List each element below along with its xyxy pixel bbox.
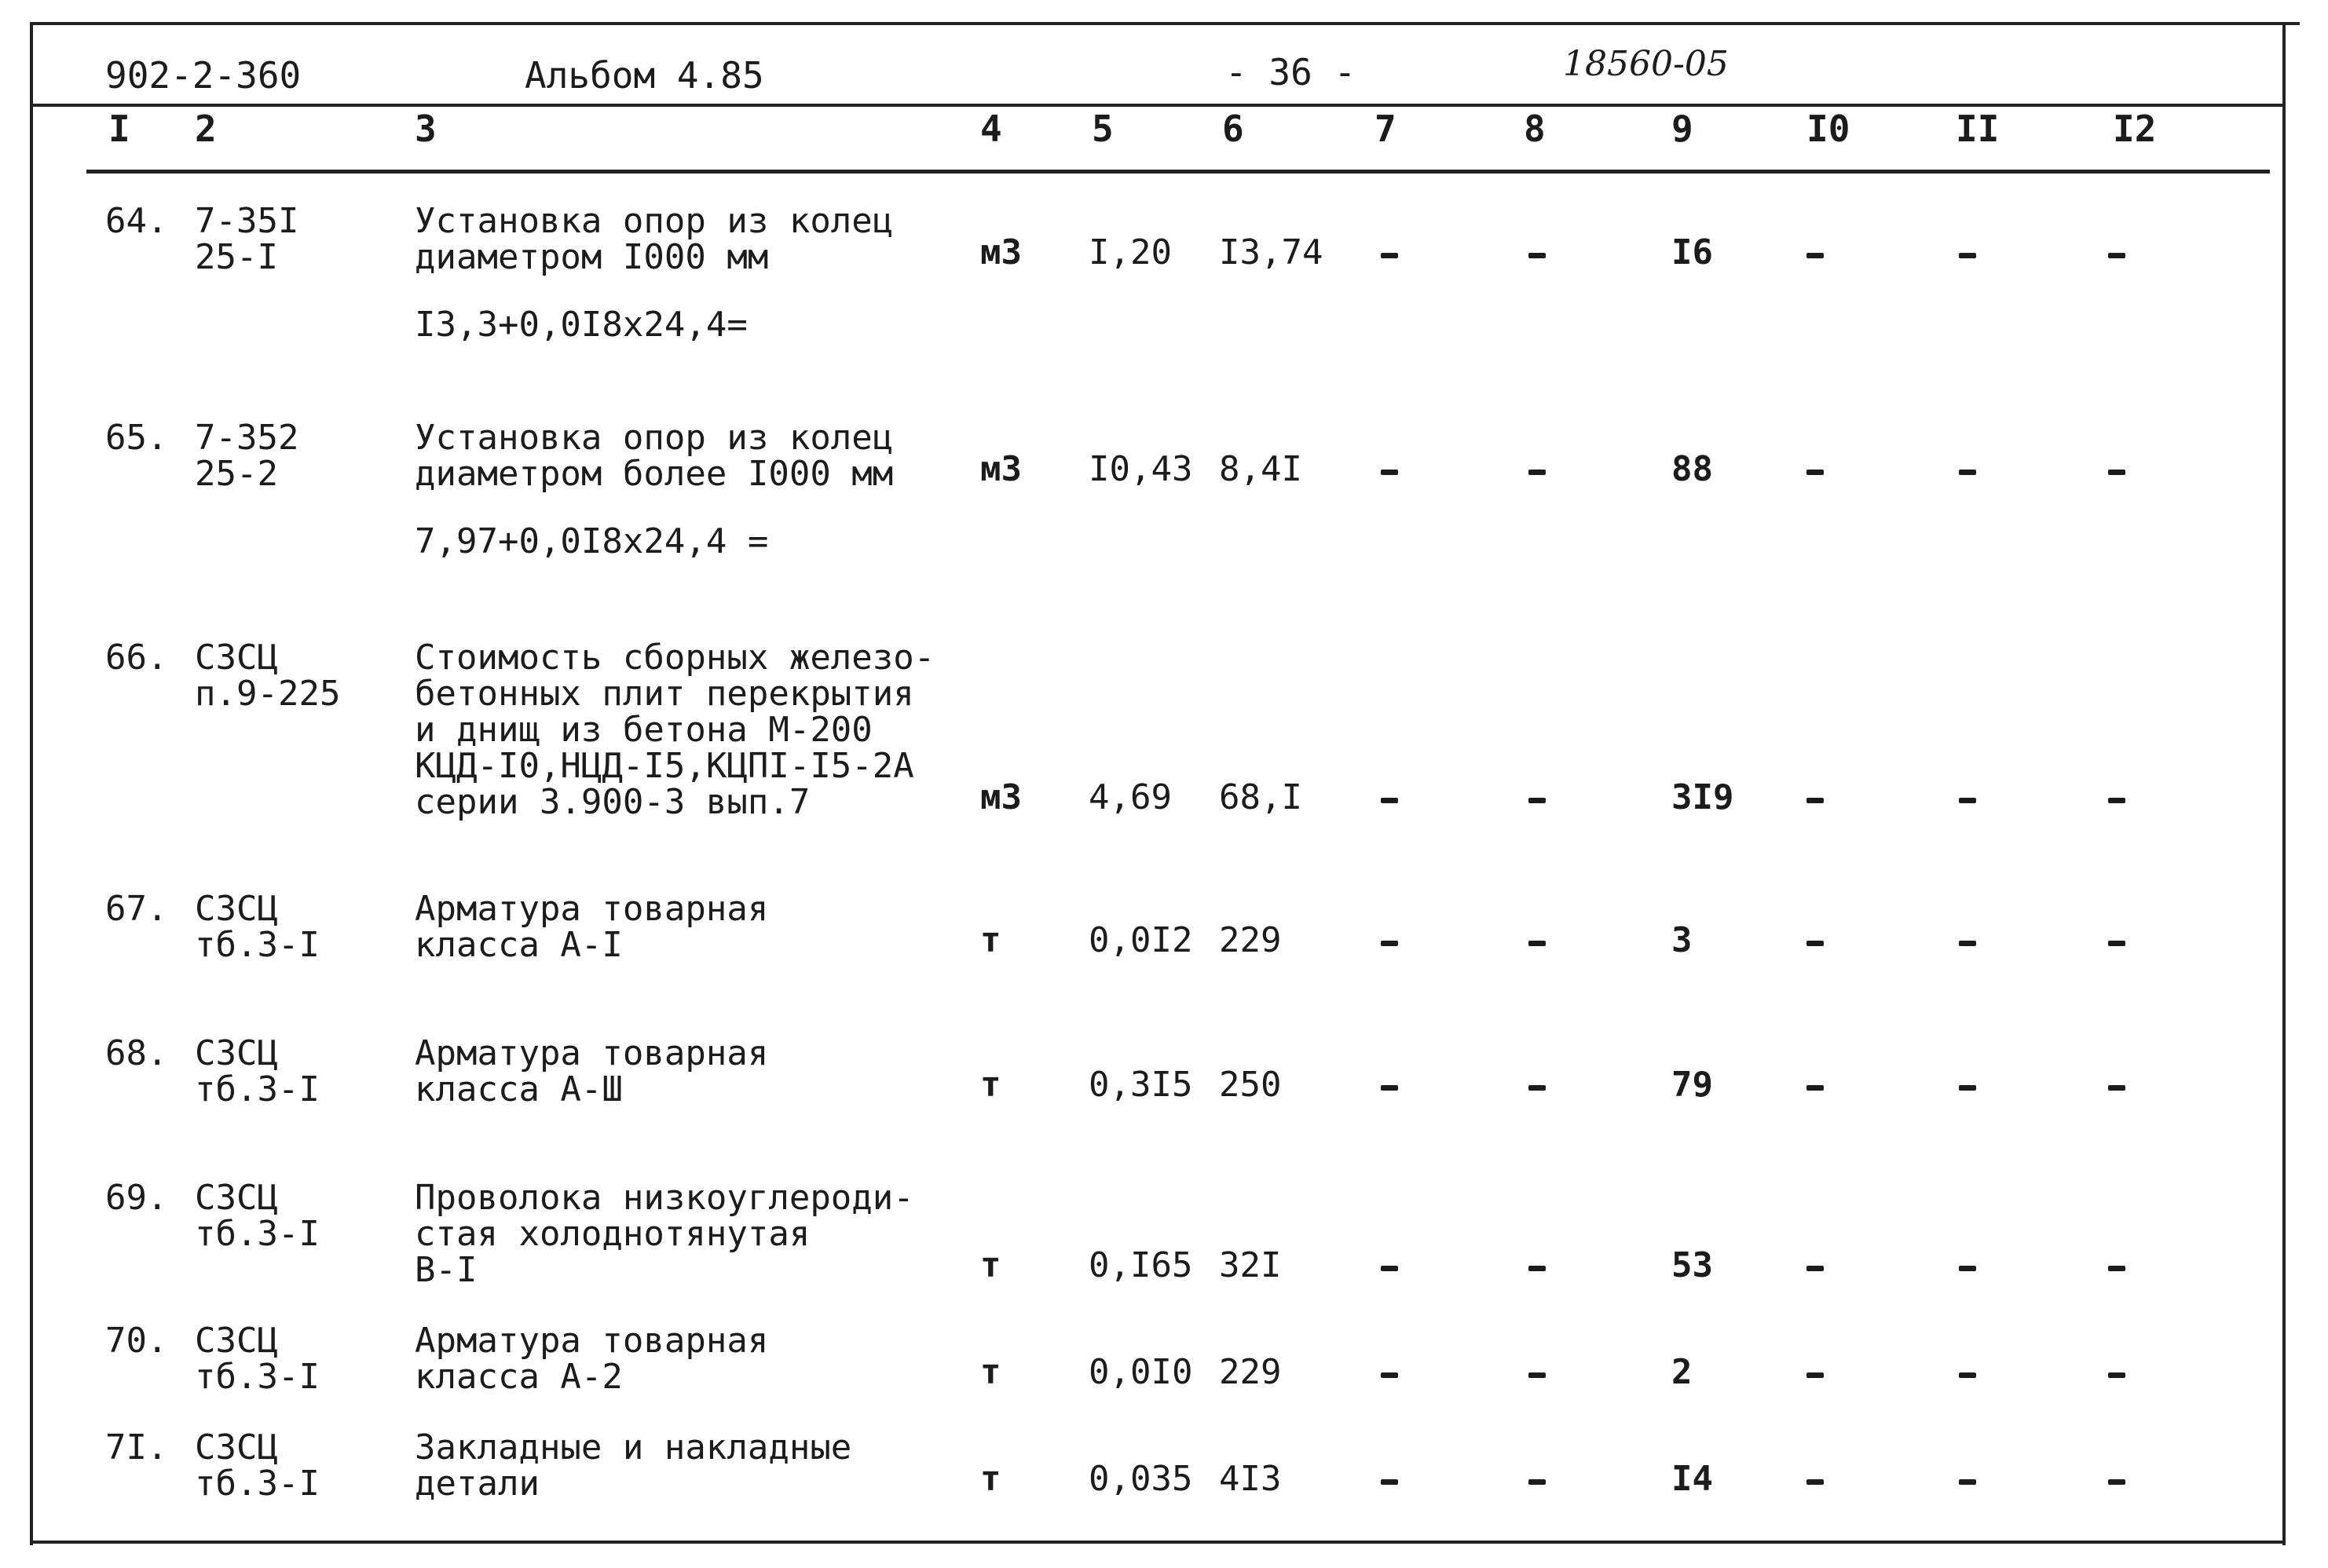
row-quantity: 0,0I0 [1089, 1352, 1193, 1392]
row-description-line: стая холоднотянутая [415, 1214, 811, 1254]
row-col8-dash [1528, 253, 1546, 258]
column-header-divider-line [86, 170, 2270, 174]
row-col12-dash [2108, 798, 2125, 803]
row-code-line: СЗСЦ [195, 1033, 278, 1073]
row-description-line: Арматура товарная [415, 1321, 769, 1361]
row-unit: т [980, 1065, 1001, 1105]
row-col8-dash [1528, 1479, 1546, 1485]
frame-right-line [2282, 22, 2286, 1545]
row-number: 7I. [105, 1427, 168, 1467]
row-code-line: тб.3-I [195, 1464, 320, 1504]
row-total: 3 [1671, 920, 1693, 960]
row-quantity: I0,43 [1089, 449, 1193, 489]
row-description-line: Арматура товарная [415, 889, 769, 929]
row-col10-dash [1806, 798, 1824, 803]
row-unit-price: 68,I [1219, 777, 1302, 817]
row-description-line: Стоимость сборных железо- [415, 638, 935, 678]
row-col7-dash [1381, 941, 1398, 946]
row-unit: т [980, 920, 1001, 960]
row-code-line: 7-35I [195, 201, 299, 241]
row-col8-dash [1528, 1266, 1546, 1271]
column-number-11: II [1956, 108, 2000, 150]
row-description-line: В-I [415, 1250, 478, 1290]
row-description-line: детали [415, 1464, 540, 1504]
row-col11-dash [1959, 1085, 1976, 1091]
row-col11-dash [1959, 253, 1976, 258]
row-col7-dash [1381, 798, 1398, 803]
row-number: 65. [105, 418, 168, 458]
row-total: I6 [1671, 232, 1713, 272]
row-description-line: Установка опор из колец [415, 201, 894, 241]
row-quantity: 4,69 [1089, 777, 1172, 817]
row-number: 66. [105, 638, 168, 678]
row-quantity: 0,0I2 [1089, 920, 1193, 960]
row-unit-price: I3,74 [1219, 232, 1323, 272]
row-description-line: класса А-2 [415, 1357, 623, 1397]
row-code-line: тб.3-I [195, 925, 320, 965]
row-col10-dash [1806, 1479, 1824, 1485]
row-number: 64. [105, 201, 168, 241]
column-number-10: I0 [1806, 108, 1850, 150]
row-quantity: 0,I65 [1089, 1245, 1193, 1285]
column-number-4: 4 [980, 108, 1002, 150]
row-unit-price: 229 [1219, 920, 1282, 960]
row-calculation: 7,97+0,0I8x24,4 = [415, 521, 769, 561]
row-number: 68. [105, 1033, 168, 1073]
column-number-7: 7 [1374, 108, 1396, 150]
row-calculation: I3,3+0,0I8x24,4= [415, 305, 748, 345]
handwritten-note: 18560-05 [1563, 44, 1729, 84]
row-col10-dash [1806, 941, 1824, 946]
row-code-line: 25-2 [195, 454, 278, 494]
page-number: - 36 - [1225, 51, 1356, 93]
row-col8-dash [1528, 798, 1546, 803]
row-code-line: СЗСЦ [195, 1427, 278, 1467]
row-col8-dash [1528, 470, 1546, 475]
row-unit: м3 [980, 232, 1022, 272]
column-number-8: 8 [1524, 108, 1546, 150]
row-col11-dash [1959, 1372, 1976, 1378]
row-unit-price: 32I [1219, 1245, 1282, 1285]
project-number: 902-2-360 [105, 54, 302, 97]
row-unit-price: 250 [1219, 1065, 1282, 1105]
column-number-6: 6 [1222, 108, 1244, 150]
row-col7-dash [1381, 1479, 1398, 1485]
row-description-line: Арматура товарная [415, 1033, 769, 1073]
row-total: 53 [1671, 1245, 1713, 1285]
row-col11-dash [1959, 1266, 1976, 1271]
column-number-5: 5 [1092, 108, 1114, 150]
row-description-line: Закладные и накладные [415, 1427, 852, 1467]
row-col11-dash [1959, 941, 1976, 946]
row-unit-price: 4I3 [1219, 1459, 1282, 1499]
row-col7-dash [1381, 1266, 1398, 1271]
row-col10-dash [1806, 1372, 1824, 1378]
row-description-line: диаметром I000 мм [415, 237, 769, 277]
row-description-line: Установка опор из колец [415, 418, 894, 458]
row-quantity: 0,035 [1089, 1459, 1193, 1499]
row-col11-dash [1959, 798, 1976, 803]
row-code-line: СЗСЦ [195, 1178, 278, 1218]
row-col12-dash [2108, 1372, 2125, 1378]
column-number-1: I [108, 108, 130, 150]
row-col10-dash [1806, 253, 1824, 258]
row-code-line: 25-I [195, 237, 278, 277]
row-total: 2 [1671, 1352, 1693, 1392]
row-number: 69. [105, 1178, 168, 1218]
row-col10-dash [1806, 1085, 1824, 1091]
column-number-3: 3 [415, 108, 437, 150]
row-unit-price: 229 [1219, 1352, 1282, 1392]
row-code-line: тб.3-I [195, 1357, 320, 1397]
row-quantity: I,20 [1089, 232, 1172, 272]
row-col7-dash [1381, 1085, 1398, 1091]
row-total: 3I9 [1671, 777, 1734, 817]
row-description-line: бетонных плит перекрытия [415, 674, 914, 714]
frame-bottom-line [30, 1541, 2286, 1544]
row-col7-dash [1381, 470, 1398, 475]
row-col12-dash [2108, 1266, 2125, 1271]
row-unit: м3 [980, 449, 1022, 489]
row-code-line: тб.3-I [195, 1214, 320, 1254]
row-total: I4 [1671, 1459, 1713, 1499]
row-code-line: СЗСЦ [195, 1321, 278, 1361]
column-number-12: I2 [2113, 108, 2157, 150]
row-unit: т [980, 1459, 1001, 1499]
row-unit: т [980, 1245, 1001, 1285]
row-code-line: СЗСЦ [195, 889, 278, 929]
row-col12-dash [2108, 1085, 2125, 1091]
frame-top-line [31, 22, 2300, 25]
row-col10-dash [1806, 470, 1824, 475]
row-unit-price: 8,4I [1219, 449, 1302, 489]
row-code-line: тб.3-I [195, 1069, 320, 1109]
row-unit: м3 [980, 777, 1022, 817]
column-number-9: 9 [1671, 108, 1693, 150]
row-code-line: п.9-225 [195, 674, 341, 714]
row-description-line: класса А-Ш [415, 1069, 623, 1109]
row-number: 67. [105, 889, 168, 929]
row-description-line: серии 3.900-3 вып.7 [415, 782, 811, 822]
row-col7-dash [1381, 253, 1398, 258]
row-col12-dash [2108, 253, 2125, 258]
row-total: 79 [1671, 1065, 1713, 1105]
row-code-line: 7-352 [195, 418, 299, 458]
row-col12-dash [2108, 470, 2125, 475]
row-col12-dash [2108, 941, 2125, 946]
row-description-line: и днищ из бетона М-200 [415, 710, 873, 750]
frame-left-line [30, 22, 33, 1545]
row-col11-dash [1959, 1479, 1976, 1485]
row-col8-dash [1528, 1085, 1546, 1091]
row-unit: т [980, 1352, 1001, 1392]
column-number-2: 2 [195, 108, 217, 150]
row-col12-dash [2108, 1479, 2125, 1485]
album-title: Альбом 4.85 [525, 54, 764, 97]
row-total: 88 [1671, 449, 1713, 489]
row-col8-dash [1528, 1372, 1546, 1378]
row-number: 70. [105, 1321, 168, 1361]
row-description-line: Проволока низкоуглероди- [415, 1178, 914, 1218]
row-col8-dash [1528, 941, 1546, 946]
row-col7-dash [1381, 1372, 1398, 1378]
row-description-line: диаметром более I000 мм [415, 454, 894, 494]
row-col11-dash [1959, 470, 1976, 475]
row-description-line: класса А-I [415, 925, 623, 965]
row-description-line: КЦД-I0,НЦД-I5,КЦПI-I5-2А [415, 746, 914, 786]
row-code-line: СЗСЦ [195, 638, 278, 678]
header-divider-line [31, 104, 2284, 107]
row-quantity: 0,3I5 [1089, 1065, 1193, 1105]
row-col10-dash [1806, 1266, 1824, 1271]
